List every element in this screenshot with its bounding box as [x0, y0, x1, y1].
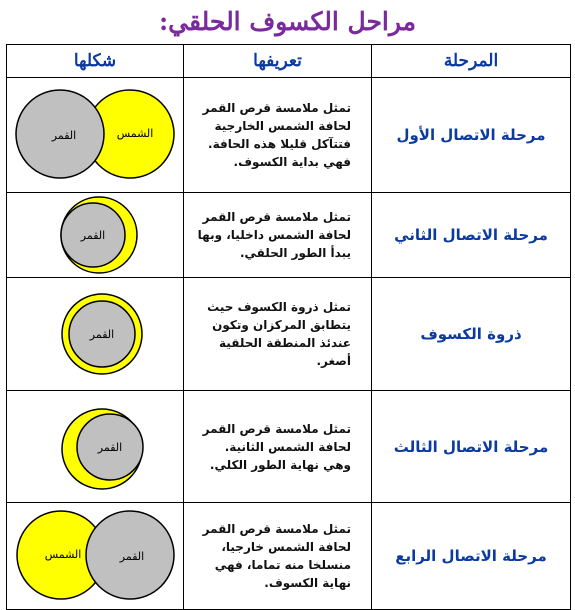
definition-cell: تمثل ملامسة قرص القمر لحافة الشمس الخارجية فتتآكل قليلا هذه الحافة. فهي بداية الكسوف.	[184, 78, 372, 193]
stage-cell: مرحلة الاتصال الثالث	[372, 391, 571, 503]
shape-cell	[7, 78, 184, 193]
stage-cell: ذروة الكسوف	[372, 278, 571, 391]
definition-cell: تمثل ذروة الكسوف حيث يتطابق المركزان وتكون عندئذ المنطقة الحلقية أصغر.	[184, 278, 372, 391]
header-stage: المرحلة	[372, 45, 571, 78]
header-shape: شكلها	[7, 45, 184, 78]
eclipse-stages-table	[6, 44, 571, 610]
definition-cell: تمثل ملامسة قرص القمر لحافة الشمس داخليا، وبها يبدأ الطور الحلقي.	[184, 193, 372, 278]
moon-label: القمر	[97, 440, 123, 454]
definition-cell: تمثل ملامسة قرص القمر لحافة الشمس الثانية. وهي نهاية الطور الكلي.	[184, 391, 372, 503]
table-row	[7, 78, 571, 193]
sun-label: الشمس	[44, 548, 82, 561]
shape-cell	[7, 391, 184, 503]
shape-cell	[7, 503, 184, 610]
first-contact-diagram	[7, 79, 184, 191]
moon-label: القمر	[80, 229, 106, 242]
third-contact-diagram	[7, 397, 184, 497]
second-contact-diagram	[7, 193, 184, 277]
header-row	[7, 45, 571, 78]
moon-label: القمر	[51, 129, 77, 142]
stage-cell: مرحلة الاتصال الثاني	[372, 193, 571, 278]
stage-cell: مرحلة الاتصال الأول	[372, 78, 571, 193]
shape-cell	[7, 193, 184, 278]
shape-cell	[7, 278, 184, 391]
moon-label: القمر	[89, 328, 115, 341]
table-row	[7, 503, 571, 610]
table-row	[7, 278, 571, 391]
fourth-contact-diagram	[7, 504, 184, 608]
sun-label: الشمس	[116, 127, 154, 140]
page-title: مراحل الكسوف الحلقي:	[158, 7, 417, 36]
header-definition: تعريفها	[184, 45, 372, 78]
peak-diagram	[7, 284, 184, 384]
moon-label: القمر	[119, 550, 145, 563]
definition-cell: تمثل ملامسة قرص القمر لحافة الشمس خارجيا، منسلخا منه تماما، فهي نهاية الكسوف.	[184, 503, 372, 610]
table-row	[7, 391, 571, 503]
table-row	[7, 193, 571, 278]
stage-cell: مرحلة الاتصال الرابع	[372, 503, 571, 610]
